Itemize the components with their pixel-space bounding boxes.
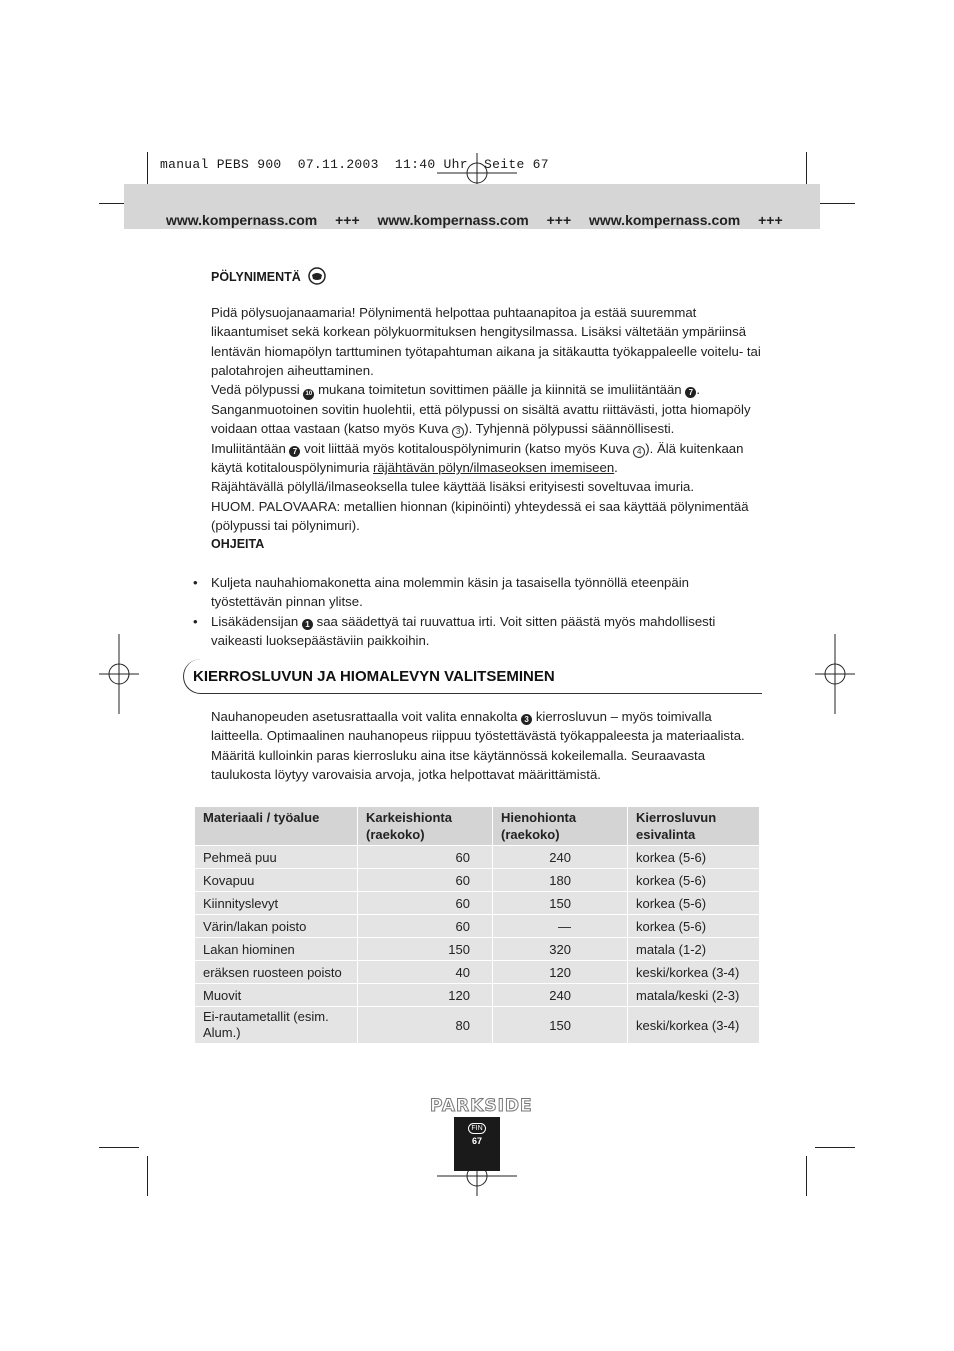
crop-mark bbox=[815, 1147, 855, 1148]
text-fragment: ). Älä kuitenkaan käytä kotitalouspölynimuria bbox=[211, 440, 744, 476]
table-cell: 60 bbox=[358, 846, 493, 869]
table-cell: korkea (5-6) bbox=[628, 869, 760, 892]
table-cell: 240 bbox=[493, 846, 628, 869]
bullet-icon: • bbox=[193, 575, 198, 590]
column-header: Materiaali / työalue bbox=[195, 807, 358, 846]
table-cell: Lakan hiominen bbox=[195, 938, 358, 961]
dust-paragraph bbox=[211, 439, 763, 478]
banner-url[interactable]: www.kompernass.com bbox=[166, 212, 318, 228]
section-title: KIERROSLUVUN JA HIOMALEVYN VALITSEMINEN bbox=[193, 668, 555, 685]
banner-separator: +++ bbox=[758, 212, 783, 228]
crop-mark bbox=[99, 1147, 139, 1148]
tips-list bbox=[193, 573, 763, 650]
figure-ref-icon: 3 bbox=[452, 426, 464, 438]
column-header: Kierrosluvun esivalinta bbox=[628, 807, 760, 846]
table-row bbox=[195, 938, 760, 961]
table-cell: 320 bbox=[493, 938, 628, 961]
dust-mask-icon bbox=[308, 267, 326, 285]
table-header-row bbox=[195, 807, 760, 846]
ref-number-icon: 10 bbox=[303, 389, 314, 400]
table-cell: korkea (5-6) bbox=[628, 892, 760, 915]
dust-paragraph bbox=[211, 380, 763, 400]
table-row bbox=[195, 961, 760, 984]
crop-mark bbox=[147, 1156, 148, 1196]
page-number-box bbox=[454, 1117, 500, 1171]
banner-url[interactable]: www.kompernass.com bbox=[377, 212, 529, 228]
table-cell: 240 bbox=[493, 984, 628, 1007]
dust-heading-text: PÖLYNIMENTÄ bbox=[211, 270, 301, 284]
text-fragment: Sanganmuotoinen sovitin huolehtii, että pölypussi on sisältä avattu riittävästi, jotta hiomapöly voidaan ottaa vastaan (katso myös Kuva bbox=[211, 402, 751, 437]
list-item-text: Kuljeta nauhahiomakonetta aina molemmin käsin ja tasaisella työnnöllä eteenpäin työstettävän pinnan ylitse. bbox=[211, 575, 689, 610]
text-fragment: Vedä pölypussi bbox=[211, 382, 300, 398]
table-row bbox=[195, 915, 760, 938]
table-row bbox=[195, 892, 760, 915]
table-cell: 150 bbox=[493, 1007, 628, 1044]
figure-ref-icon: 4 bbox=[633, 446, 645, 458]
column-header: Hienohionta (raekoko) bbox=[493, 807, 628, 846]
text-fragment: mukana toimitetun sovittimen päälle ja kiinnitä se imuliitäntään bbox=[318, 382, 682, 398]
table-row bbox=[195, 869, 760, 892]
table-cell: 150 bbox=[493, 892, 628, 915]
table-cell: Pehmeä puu bbox=[195, 846, 358, 869]
parkside-logo: PARKSIDE bbox=[430, 1096, 533, 1116]
ref-number-icon: 3 bbox=[521, 714, 532, 725]
table-cell: korkea (5-6) bbox=[628, 846, 760, 869]
table-cell: 60 bbox=[358, 915, 493, 938]
text-fragment: voit liittää myös kotitalouspölynimurin (katso myös Kuva bbox=[304, 440, 630, 456]
text-fragment: ). Tyhjennä pölypussi säännöllisesti. bbox=[464, 421, 675, 437]
text-fragment: . bbox=[614, 460, 618, 476]
tips-heading: OHJEITA bbox=[211, 537, 265, 551]
dust-paragraph: Pidä pölysuojanaamaria! Pölynimentä helpottaa puhtaanapitoa ja estää suuremmat likaantumiset sekä korkean pölykuormituksen hengitysilmassa. Lisäksi vältetään ympäriinsä lentävän hiomapölyn tarttuminen työtapahtuman aikana ja sitäkautta työkappaleelle voitelu- tai palotahrojen aiheuttaminen. bbox=[211, 305, 761, 378]
table-cell: 150 bbox=[358, 938, 493, 961]
table-cell: korkea (5-6) bbox=[628, 915, 760, 938]
table-cell: 120 bbox=[358, 984, 493, 1007]
url-banner-text bbox=[166, 212, 796, 228]
text-fragment: . bbox=[696, 382, 700, 398]
column-header: Karkeishionta (raekoko) bbox=[358, 807, 493, 846]
table-cell: Ei-rautametallit (esim. Alum.) bbox=[195, 1007, 358, 1044]
ref-number-icon: 7 bbox=[685, 387, 696, 398]
page-number: 67 bbox=[471, 1136, 482, 1146]
crop-mark bbox=[806, 1156, 807, 1196]
table-cell: eräksen ruosteen poisto bbox=[195, 961, 358, 984]
dust-section-text bbox=[211, 303, 763, 535]
table-cell: 40 bbox=[358, 961, 493, 984]
dust-paragraph: Räjähtävällä pölyllä/ilmaseoksella tulee käyttää lisäksi erityisesti soveltuvaa imuria. bbox=[211, 479, 695, 495]
table-cell: 120 bbox=[493, 961, 628, 984]
text-fragment: Nauhanopeuden asetusrattaalla voit valita ennakolta bbox=[211, 709, 518, 724]
table-row bbox=[195, 846, 760, 869]
text-fragment: Lisäkädensijan bbox=[211, 613, 299, 629]
text-fragment: kierrosluvun – myös toimivalla laitteella. Optimaalinen nauhanopeus riippuu työstettävästä työkappaleesta ja materiaalista. Määritä kulloinkin paras kierrosluku aina itse käytännössä kokeilemalla. Seuraavasta taulukosta löytyy varovaisia arvoja, jotka helpottavat määrittämistä. bbox=[211, 709, 745, 782]
banner-separator: +++ bbox=[546, 212, 572, 228]
underlined-warning: räjähtävän pölyn/ilmaseoksen imemiseen bbox=[373, 460, 615, 476]
dust-paragraph bbox=[211, 400, 763, 439]
table-row bbox=[195, 984, 760, 1007]
table-cell: keski/korkea (3-4) bbox=[628, 961, 760, 984]
table-cell: Kiinnityslevyt bbox=[195, 892, 358, 915]
registration-mark-right bbox=[815, 634, 855, 714]
table-cell: Värin/lakan poisto bbox=[195, 915, 358, 938]
table-cell: Muovit bbox=[195, 984, 358, 1007]
table-cell: keski/korkea (3-4) bbox=[628, 1007, 760, 1044]
crop-mark bbox=[815, 203, 855, 204]
table-row bbox=[195, 1007, 760, 1044]
dust-paragraph: HUOM. PALOVAARA: metallien hionnan (kipinöinti) yhteydessä ei saa käyttää pölynimentää (pölypussi tai pölynimuri). bbox=[211, 498, 749, 533]
speed-section-text bbox=[211, 707, 763, 784]
text-fragment: Imuliitäntään bbox=[211, 440, 286, 456]
language-badge: FIN bbox=[468, 1123, 485, 1134]
table-cell: matala/keski (2-3) bbox=[628, 984, 760, 1007]
registration-mark-left bbox=[99, 634, 139, 714]
table-cell: 60 bbox=[358, 869, 493, 892]
speed-paragraph bbox=[211, 707, 763, 784]
table-cell: — bbox=[493, 915, 628, 938]
ref-number-icon: 1 bbox=[302, 619, 313, 630]
ref-number-icon: 7 bbox=[289, 446, 300, 457]
list-item bbox=[193, 612, 763, 651]
table-cell: 60 bbox=[358, 892, 493, 915]
table-cell: matala (1-2) bbox=[628, 938, 760, 961]
sanding-settings-table bbox=[194, 806, 760, 1044]
print-meta-line: manual PEBS 900 07.11.2003 11:40 Uhr Seite 67 bbox=[160, 157, 549, 172]
list-item bbox=[193, 573, 763, 612]
dust-extraction-heading bbox=[211, 267, 326, 285]
bullet-icon: • bbox=[193, 613, 198, 629]
table-cell: Kovapuu bbox=[195, 869, 358, 892]
banner-url[interactable]: www.kompernass.com bbox=[589, 212, 741, 228]
table-cell: 80 bbox=[358, 1007, 493, 1044]
text-fragment: saa säädettyä tai ruuvattua irti. Voit sitten päästä myös mahdollisesti vaikeasti luoksepäästäviin paikkoihin. bbox=[211, 613, 716, 648]
table-cell: 180 bbox=[493, 869, 628, 892]
banner-separator: +++ bbox=[335, 212, 360, 228]
